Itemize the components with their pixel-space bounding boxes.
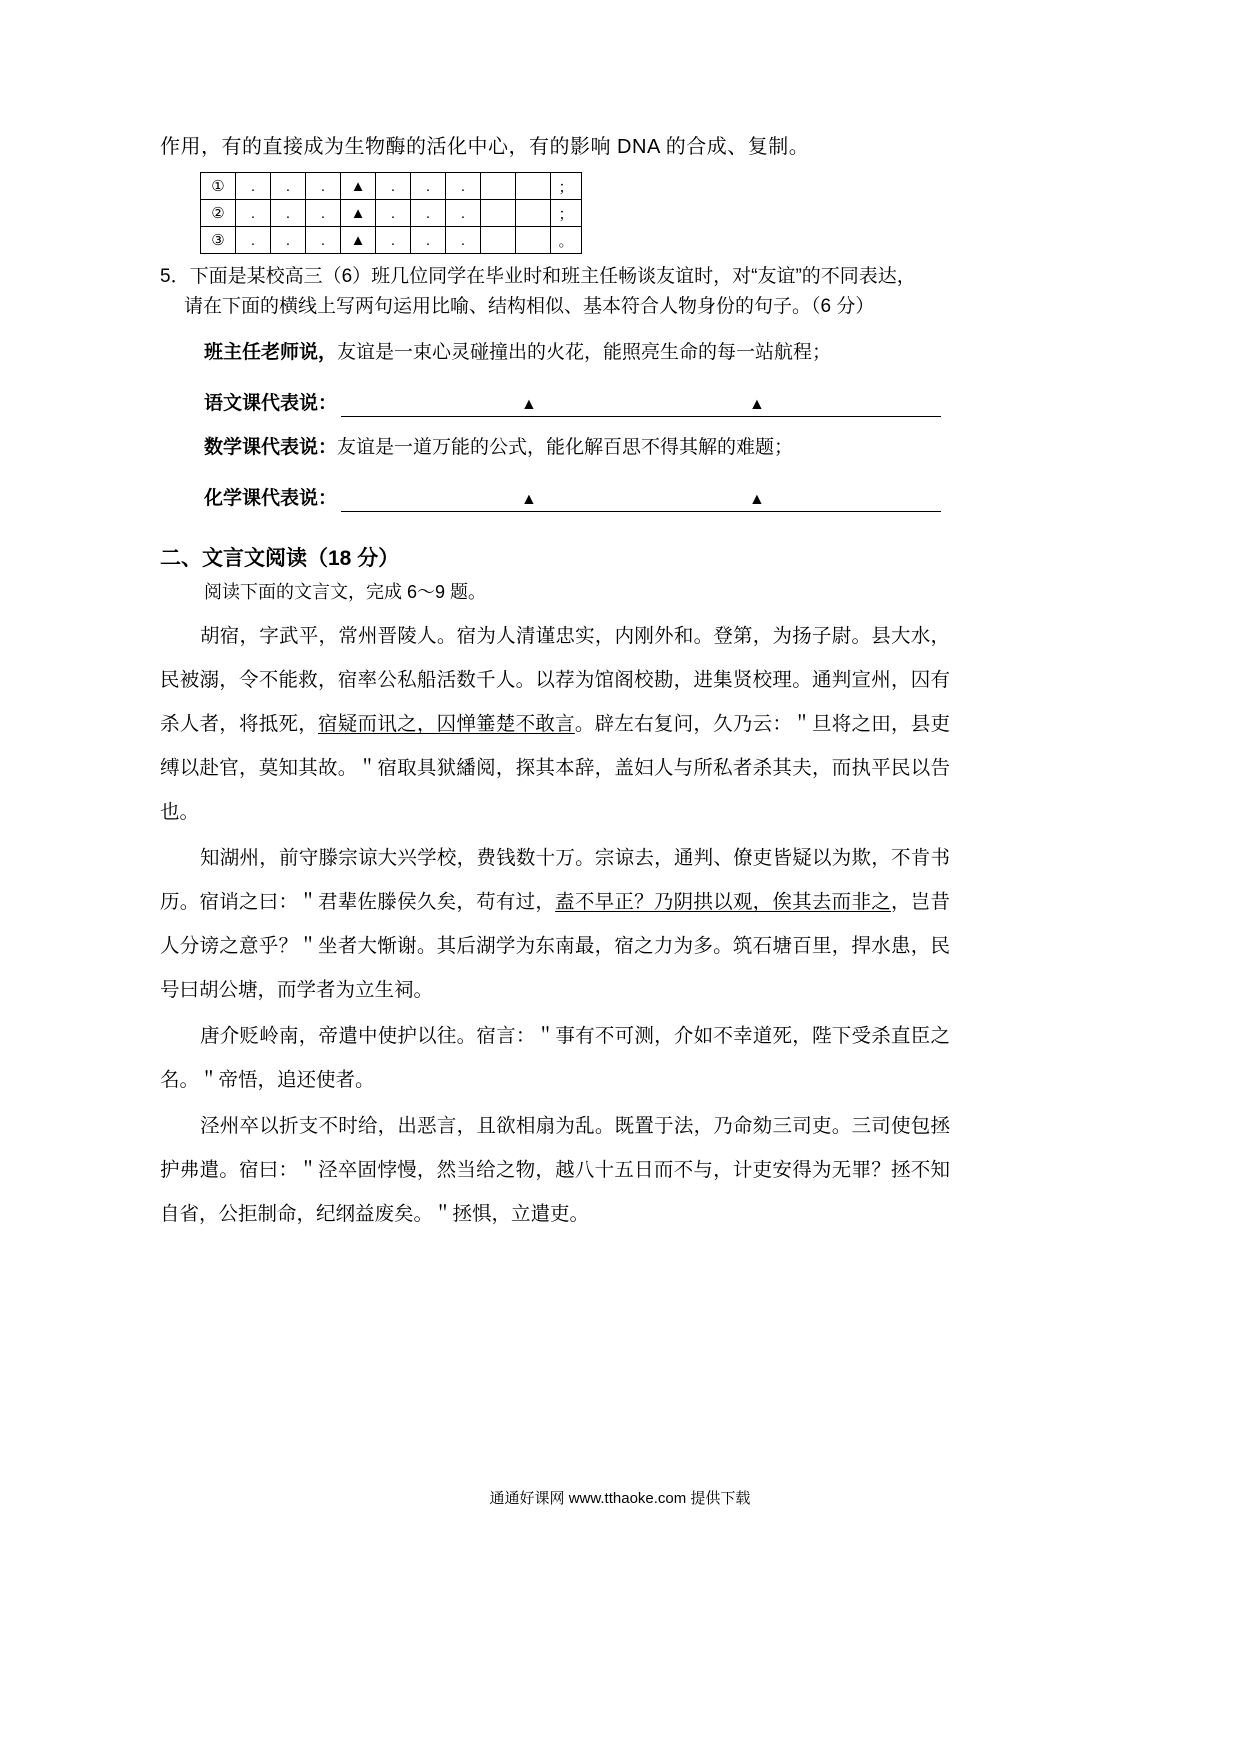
row-index: ① <box>201 173 236 200</box>
answer-blank[interactable] <box>341 485 941 512</box>
grid-cell: . <box>411 227 446 254</box>
grid-cell: . <box>306 200 341 227</box>
grid-cell <box>481 200 516 227</box>
grid-cell: . <box>271 227 306 254</box>
grid-table <box>200 172 582 254</box>
dialog-line-teacher <box>204 338 950 368</box>
classical-prose <box>160 614 950 1236</box>
continuation-text: 作用，有的直接成为生物酶的活化中心，有的影响 DNA 的合成、复制。 <box>160 136 810 158</box>
grid-cell <box>516 227 551 254</box>
grid-cell: . <box>236 200 271 227</box>
question-line-2: 请在下面的横线上写两句运用比喻、结构相似、基本符合人物身份的句子。（6 分） <box>184 296 875 317</box>
grid-cell: . <box>376 200 411 227</box>
prose-paragraph-4 <box>160 1104 950 1236</box>
dialog-line-math-rep <box>204 433 950 463</box>
grid-cell: . <box>446 200 481 227</box>
dialog-label: 化学课代表说： <box>204 488 338 509</box>
grid-cell: . <box>376 227 411 254</box>
dialog-label: 语文课代表说： <box>204 393 338 414</box>
answer-blank[interactable] <box>341 390 941 417</box>
prose-run: 胡宿，字武平，常州晋陵人。宿为人清谨忠实，内刚外和。登第，为扬子尉。县大水，民被溺，令不能救，宿率公私船活数千人。以荐为馆阁校勘，进集贤校理。通判宣州，囚有杀人者，将抵死， <box>160 625 950 735</box>
table-row <box>201 200 582 227</box>
grid-cell: . <box>376 173 411 200</box>
grid-cell: . <box>411 173 446 200</box>
grid-cell: . <box>271 173 306 200</box>
question-line-1: 下面是某校高三（6）班几位同学在毕业时和班主任畅谈友谊时，对“友谊”的不同表达， <box>189 266 916 287</box>
grid-cell: . <box>411 200 446 227</box>
triangle-marker: ▲ <box>521 396 537 413</box>
grid-marker: ▲ <box>341 200 376 227</box>
page-footer: 通通好课网 www.tthaoke.com 提供下载 <box>489 1490 751 1507</box>
grid-cell: . <box>446 227 481 254</box>
grid-cell: . <box>236 227 271 254</box>
prose-paragraph-3 <box>160 1014 950 1102</box>
grid-cell: . <box>446 173 481 200</box>
grid-marker: ▲ <box>341 227 376 254</box>
question-5 <box>160 262 950 322</box>
row-end-punct: ； <box>551 200 582 227</box>
row-end-punct: ； <box>551 173 582 200</box>
dialog-line-chem-rep <box>204 485 950 512</box>
grid-cell <box>516 173 551 200</box>
dialog-text: 友谊是一束心灵碰撞出的火花，能照亮生命的每一站航程； <box>337 342 832 363</box>
row-end-punct: 。 <box>551 227 582 254</box>
dialog-label: 数学课代表说： <box>204 437 338 458</box>
prose-run: 泾州卒以折支不时给，出恶言，且欲相扇为乱。既置于法，乃命劾三司吏。三司使包拯护弗遣。宿曰：＂泾卒固悖慢，然当给之物，越八十五日而不与，计吏安得为无罪？拯不知自省，公拒制命，纪纲益废矣。＂拯惧，立遣吏。 <box>160 1115 950 1225</box>
dialog-line-chinese-rep <box>204 390 950 417</box>
section-title: 二、文言文阅读（18 分） <box>160 547 400 570</box>
prose-run: 知湖州，前守滕宗谅大兴学校，费钱数十万。宗谅去，通判、僚吏皆疑以为欺，不肯书历。宿诮之曰：＂君辈佐滕侯久矣，苟有过， <box>160 847 950 913</box>
prose-paragraph-2 <box>160 836 950 1012</box>
table-row <box>201 227 582 254</box>
prose-run: 唐介贬岭南，帝遣中使护以往。宿言：＂事有不可测，介如不幸道死，陛下受杀直臣之名。＂帝悟，追还使者。 <box>160 1025 950 1091</box>
grid-cell: . <box>306 227 341 254</box>
grid-cell: . <box>236 173 271 200</box>
question-number: 5． <box>160 266 190 287</box>
table-row <box>201 173 582 200</box>
section-subtitle: 阅读下面的文言文，完成 6～9 题。 <box>204 582 487 602</box>
grid-cell: . <box>271 200 306 227</box>
prose-run-underlined: 宿疑而讯之，囚惮箠楚不敢言 <box>318 713 575 735</box>
prose-run: ，岂昔人分谤之意乎？＂坐者大惭谢。其后湖学为东南最，宿之力为多。筑石塘百里，捍水患，民号曰胡公塘，而学者为立生祠。 <box>160 891 950 1001</box>
dialog-text: 友谊是一道万能的公式，能化解百思不得其解的难题； <box>337 437 794 458</box>
triangle-marker: ▲ <box>749 491 765 508</box>
grid-cell <box>481 173 516 200</box>
prose-run-underlined: 盍不早正？乃阴拱以观，俟其去而非之 <box>555 891 891 913</box>
prose-paragraph-1 <box>160 614 950 834</box>
row-index: ② <box>201 200 236 227</box>
grid-cell <box>481 227 516 254</box>
row-index: ③ <box>201 227 236 254</box>
answer-grid <box>200 172 950 254</box>
triangle-marker: ▲ <box>749 396 765 413</box>
dialog-label: 班主任老师说， <box>204 342 338 363</box>
page-content <box>160 132 950 1236</box>
prose-run: 。辟左右复问，久乃云：＂旦将之田，县吏缚以赴官，莫知其故。＂宿取具狱繙阅，探其本辞，盖妇人与所私者杀其夫，而执平民以告也。 <box>160 713 950 823</box>
triangle-marker: ▲ <box>521 491 537 508</box>
grid-marker: ▲ <box>341 173 376 200</box>
grid-cell: . <box>306 173 341 200</box>
grid-cell <box>516 200 551 227</box>
